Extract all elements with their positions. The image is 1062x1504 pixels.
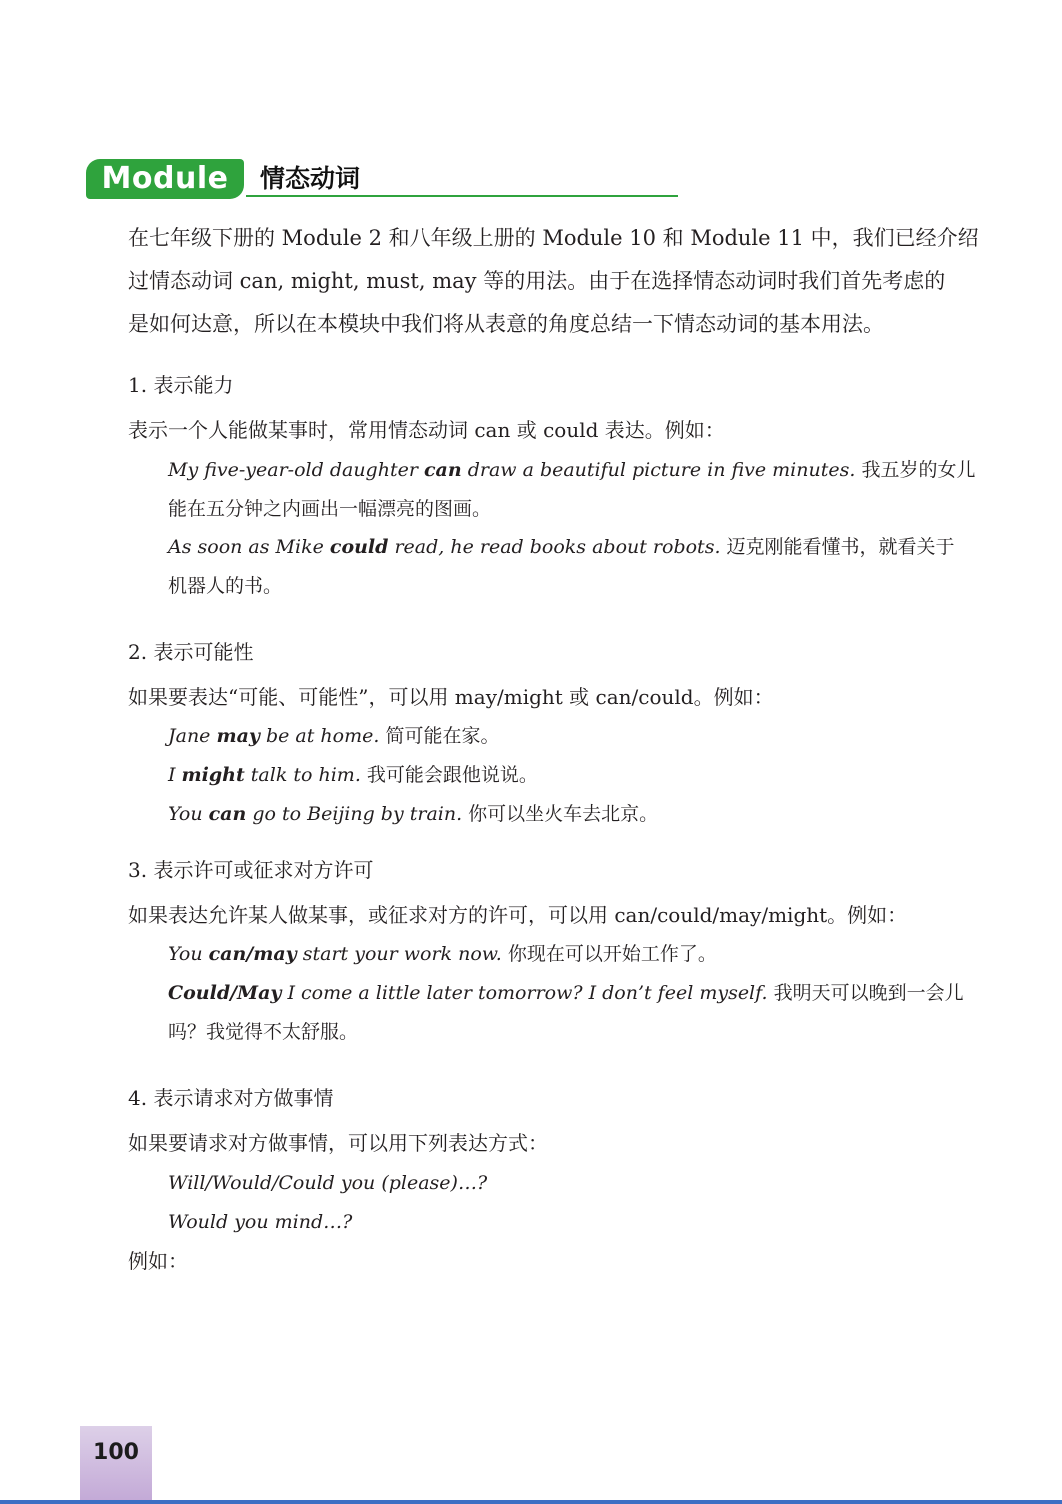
example-translation: 迈克刚能看懂书，就看关于 (726, 536, 955, 558)
example-translation: 简可能在家。 (385, 725, 500, 747)
example-line: Could/May I come a little later tomorrow? I don’t feel myself. 我明天可以晚到一会儿 (168, 982, 964, 1004)
example-translation: 能在五分钟之内画出一幅漂亮的图画。 (168, 498, 492, 520)
modal-verb: may (216, 725, 260, 747)
modal-verb: can (208, 803, 247, 825)
module-header (86, 157, 678, 236)
example-line: As soon as Mike could read, he read books about robots. 迈克刚能看懂书，就看关于 (168, 536, 955, 558)
section-description: 如果要请求对方做事情，可以用下列表达方式： (128, 1131, 548, 1155)
header-underline (246, 195, 678, 197)
example-line: Would you mind…? (168, 1211, 353, 1233)
section-description: 如果表达允许某人做某事，或征求对方的许可，可以用 can/could/may/might。例如： (128, 903, 908, 927)
example-translation: 你可以坐火车去北京。 (468, 803, 659, 825)
example-translation: 吗？我觉得不太舒服。 (168, 1021, 359, 1043)
example-line: I might talk to him. 我可能会跟他说说。 (168, 764, 538, 786)
modal-verb: might (181, 764, 245, 786)
example-line: You can go to Beijing by train. 你可以坐火车去北京。 (168, 803, 659, 825)
bottom-rule (0, 1500, 1062, 1504)
example-translation: 我明天可以晚到一会儿 (773, 982, 964, 1004)
section-heading: 1. 表示能力 (128, 373, 234, 397)
example-translation: 我五岁的女儿 (861, 459, 976, 481)
example-translation: 机器人的书。 (168, 575, 283, 597)
module-badge: Module 4 (86, 159, 244, 199)
example-line: You can/may start your work now. 你现在可以开始工作了。 (168, 943, 717, 965)
modal-verb: can/may (208, 943, 297, 965)
module-title: 情态动词 (260, 164, 361, 193)
intro-line: 在七年级下册的 Module 2 和八年级上册的 Module 10 和 Module 11 中，我们已经介绍 (128, 226, 979, 250)
page-number-tab (80, 1426, 152, 1504)
section-heading: 4. 表示请求对方做事情 (128, 1086, 334, 1110)
section-heading: 2. 表示可能性 (128, 640, 254, 664)
modal-verb: could (329, 536, 389, 558)
intro-line: 过情态动词 can, might, must, may 等的用法。由于在选择情态动词时我们首先考虑的 (128, 269, 946, 293)
section-description: 表示一个人能做某事时，常用情态动词 can 或 could 表达。例如： (128, 418, 725, 442)
example-line: Jane may be at home. 简可能在家。 (168, 725, 500, 747)
page-number: 100 (93, 1440, 139, 1465)
example-translation: 你现在可以开始工作了。 (507, 943, 717, 965)
example-line (168, 1018, 358, 1046)
section-trailer: 例如： (128, 1249, 188, 1273)
modal-verb: can (423, 459, 462, 481)
intro-line: 是如何达意，所以在本模块中我们将从表意的角度总结一下情态动词的基本用法。 (128, 312, 884, 336)
example-line (168, 572, 282, 600)
section-heading: 3. 表示许可或征求对方许可 (128, 858, 374, 882)
modal-verb: Could/May (168, 982, 282, 1004)
example-line: My five-year-old daughter can draw a beautiful picture in five minutes. 我五岁的女儿 (168, 459, 976, 481)
example-translation: 我可能会跟他说说。 (366, 764, 538, 786)
example-line: Will/Would/Could you (please)…? (168, 1172, 488, 1194)
section-description: 如果要表达“可能、可能性”，可以用 may/might 或 can/could。例如： (128, 685, 774, 709)
example-line (168, 495, 491, 523)
